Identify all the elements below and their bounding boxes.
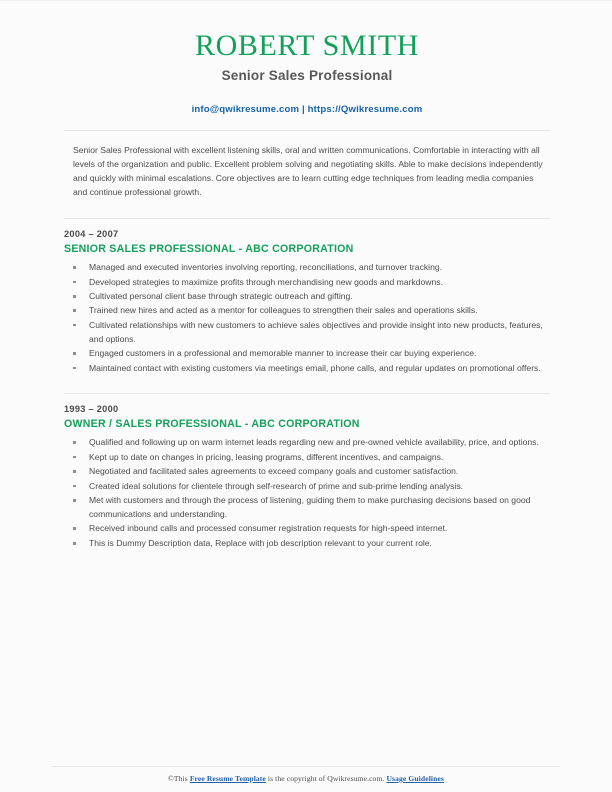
copyright-symbol: ©	[168, 774, 174, 783]
candidate-job-title: Senior Sales Professional	[221, 68, 393, 84]
job-heading: OWNER / SALES PROFESSIONAL - ABC CORPORATION	[64, 418, 360, 431]
list-item: This is Dummy Description data, Replace with job description relevant to your current role.	[64, 537, 550, 551]
experience-entry	[64, 219, 550, 375]
usage-guidelines-link[interactable]: Usage Guidelines	[386, 774, 444, 783]
list-item: Cultivated personal client base through strategic outreach and gifting.	[64, 290, 550, 304]
resume-content	[0, 1, 612, 766]
list-item: Kept up to date on changes in pricing, leasing programs, different incentives, and campaigns.	[64, 451, 550, 465]
list-item: Managed and executed inventories involving reporting, reconciliations, and turnover tracking.	[64, 261, 550, 275]
footer-wrapper	[0, 766, 612, 792]
list-item: Engaged customers in a professional and memorable manner to increase their car buying experience.	[64, 347, 550, 361]
job-bullet-list	[64, 261, 550, 375]
list-item: Maintained contact with existing customers via meetings email, phone calls, and regular updates on promotional offers.	[64, 362, 550, 376]
footer-text-before: This	[173, 774, 190, 783]
job-bullet-list	[64, 436, 550, 550]
list-item: Developed strategies to maximize profits through merchandising new goods and markdowns.	[64, 276, 550, 290]
contact-line[interactable]: info@qwikresume.com | https://Qwikresume.com	[191, 104, 423, 116]
footer	[52, 767, 560, 792]
job-heading: SENIOR SALES PROFESSIONAL - ABC CORPORATION	[64, 243, 354, 256]
footer-text-middle: is the copyright of Qwikresume.com.	[265, 774, 387, 783]
divider-header	[64, 130, 550, 131]
list-item: Qualified and following up on warm internet leads regarding new and pre-owned vehicle availability, price, and options.	[64, 436, 550, 450]
list-item: Created ideal solutions for clientele through self-research of prime and sub-prime lending analysis.	[64, 480, 550, 494]
job-dates: 2004 – 2007	[64, 229, 119, 240]
list-item: Met with customers and through the process of listening, guiding them to make purchasing decisions based on good communications and understanding.	[64, 494, 550, 522]
list-item: Trained new hires and acted as a mentor for colleagues to strengthen their sales and operations skills.	[64, 304, 550, 318]
list-item: Cultivated relationships with new customers to achieve sales objectives and provide insight into new products, features, and options.	[64, 319, 550, 347]
experience-entry	[64, 394, 550, 550]
summary-paragraph: Senior Sales Professional with excellent listening skills, oral and written communications. Comfortable in interacting with all levels of the organization and public. Excellent problem solving and negotiating skills. Able to make decisions independently and quickly with minimal escalations. Core objectives are to learn cutting edge techniques from leading media companies and continue professional growth.	[73, 145, 543, 198]
resume-header	[64, 1, 550, 115]
list-item: Received inbound calls and processed consumer registration requests for high-speed internet.	[64, 522, 550, 536]
list-item: Negotiated and facilitated sales agreements to exceed company goals and customer satisfaction.	[64, 465, 550, 479]
job-dates: 1993 – 2000	[64, 404, 119, 415]
candidate-name: ROBERT SMITH	[194, 29, 420, 62]
free-resume-template-link[interactable]: Free Resume Template	[189, 774, 266, 783]
